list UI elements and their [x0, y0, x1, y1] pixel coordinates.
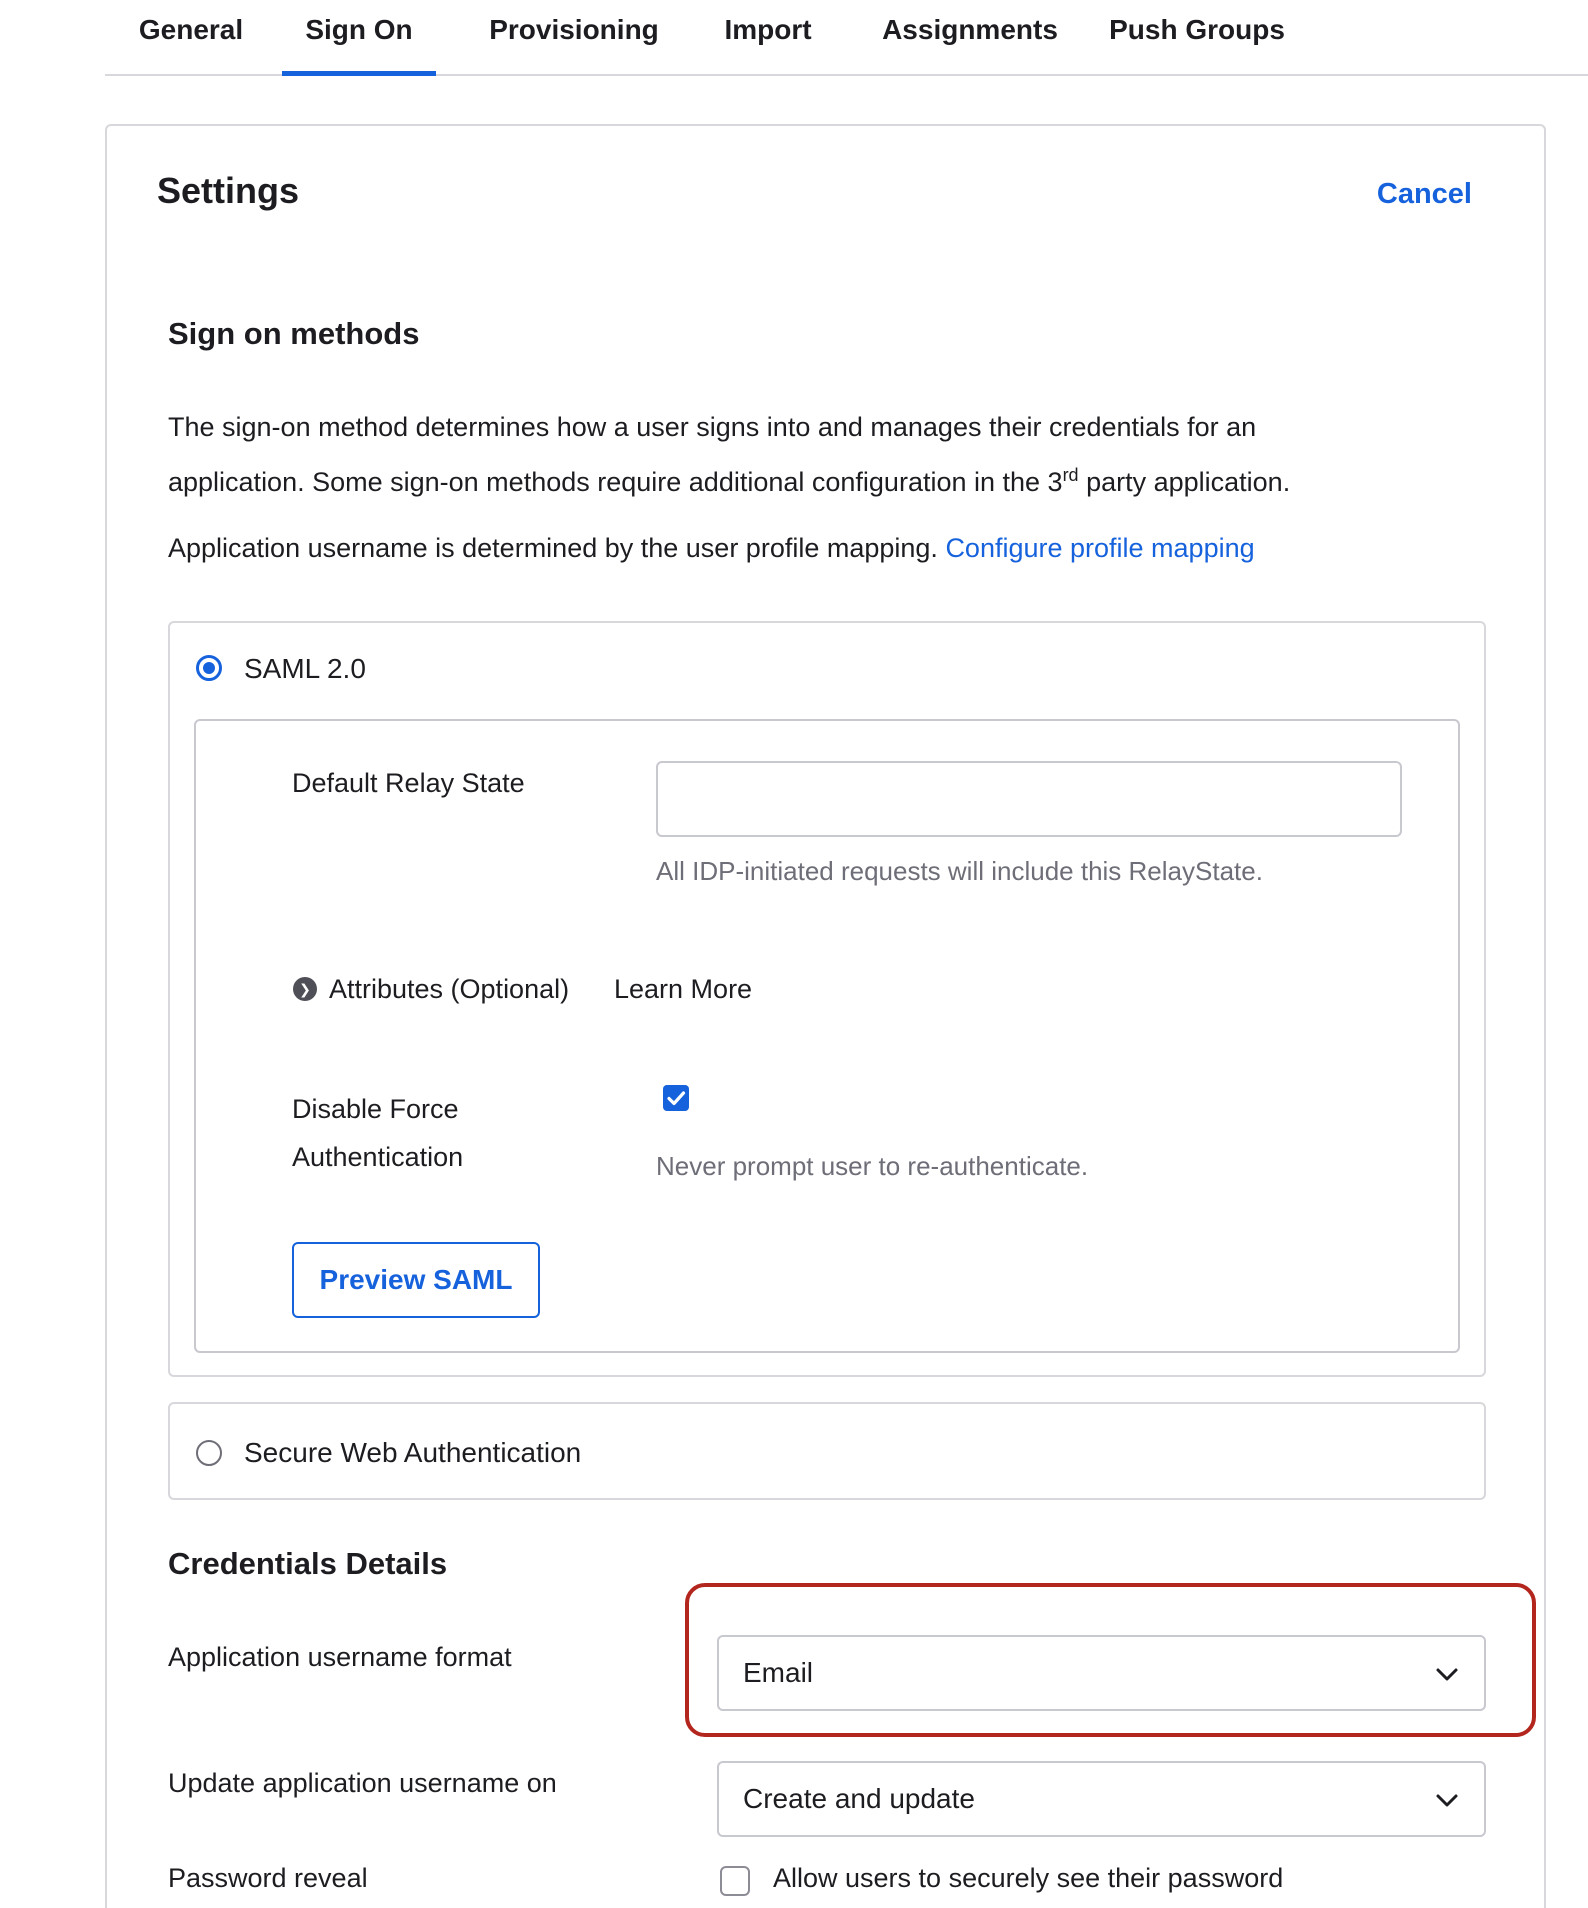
configure-profile-mapping-link[interactable]: Configure profile mapping [945, 533, 1255, 563]
sign-on-description [168, 403, 1290, 506]
profile-mapping-text [168, 524, 1255, 572]
settings-title: Settings [157, 170, 300, 211]
update-username-on-value: Create and update [743, 1783, 975, 1814]
relay-state-hint: All IDP-initiated requests will include this RelayState. [656, 856, 1263, 886]
relay-state-input[interactable] [656, 761, 1402, 837]
profile-mapping-label: Application username is determined by the user profile mapping. [168, 533, 946, 563]
disable-force-auth-checkbox[interactable] [663, 1085, 689, 1111]
settings-card [105, 124, 1546, 1908]
update-username-on-select[interactable] [717, 1761, 1486, 1837]
saml-radio[interactable] [196, 655, 222, 681]
credentials-details-title: Credentials Details [168, 1546, 448, 1581]
swa-label: Secure Web Authentication [244, 1437, 582, 1468]
update-username-on-label: Update application username on [168, 1768, 557, 1798]
tab-push-groups[interactable]: Push Groups [1109, 14, 1285, 45]
saml-settings-box [194, 719, 1460, 1353]
cancel-link[interactable]: Cancel [1376, 178, 1472, 210]
swa-method-box [168, 1402, 1486, 1500]
learn-more-link[interactable]: Learn More [614, 974, 753, 1004]
saml-method-box [168, 621, 1486, 1377]
disable-force-auth-label-line1: Disable Force [292, 1094, 459, 1124]
tab-sign-on[interactable]: Sign On [282, 14, 436, 76]
tab-bar [105, 0, 1588, 76]
sign-on-description-line2 [168, 451, 1290, 506]
sign-on-description-line1: The sign-on method determines how a user signs into and manages their credentials for an [168, 412, 1257, 442]
description-line2-start: application. Some sign-on methods require additional configuration in the 3 [168, 467, 1063, 497]
description-line2-end: party application. [1078, 467, 1291, 497]
disable-force-auth-label-line2: Authentication [292, 1142, 464, 1172]
chevron-down-icon [1432, 1785, 1462, 1815]
username-format-label: Application username format [168, 1642, 512, 1672]
swa-radio[interactable] [196, 1440, 222, 1466]
tab-general[interactable]: General [138, 14, 244, 45]
username-format-value: Email [743, 1657, 814, 1688]
password-reveal-label: Password reveal [168, 1863, 368, 1893]
tab-provisioning[interactable]: Provisioning [489, 14, 659, 45]
checkmark-icon [663, 1085, 689, 1111]
tab-import[interactable]: Import [724, 14, 812, 45]
password-reveal-checkbox[interactable] [720, 1866, 750, 1896]
attributes-expand-icon[interactable]: ❯ [293, 977, 317, 1001]
disable-force-auth-hint: Never prompt user to re-authenticate. [656, 1151, 1089, 1181]
disable-force-auth-label [292, 1085, 463, 1181]
sign-on-methods-title: Sign on methods [168, 316, 420, 351]
chevron-down-icon [1432, 1659, 1462, 1689]
relay-state-label: Default Relay State [292, 768, 525, 798]
password-reveal-text: Allow users to securely see their password [773, 1863, 1284, 1893]
tab-assignments[interactable]: Assignments [882, 14, 1058, 45]
username-format-select[interactable] [717, 1635, 1486, 1711]
saml-label: SAML 2.0 [244, 653, 366, 684]
preview-saml-button[interactable]: Preview SAML [292, 1242, 540, 1318]
description-superscript: rd [1062, 465, 1079, 485]
attributes-toggle[interactable]: Attributes (Optional) [329, 974, 570, 1004]
